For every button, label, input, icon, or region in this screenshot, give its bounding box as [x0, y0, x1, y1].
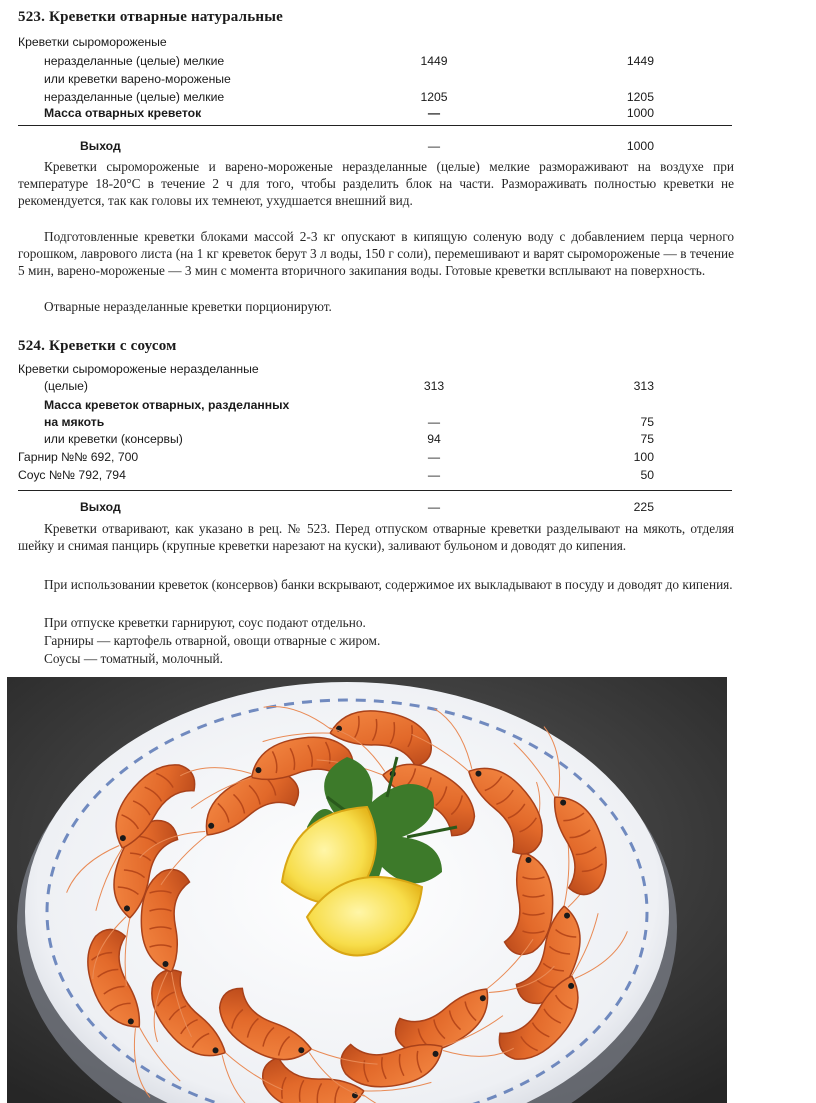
brutto-value: 1449	[420, 54, 448, 68]
ingredient-row	[0, 450, 816, 468]
table-divider	[18, 490, 732, 491]
brutto-value: —	[427, 500, 441, 514]
ingredient-name: Гарнир №№ 692, 700	[18, 450, 139, 464]
netto-value: 1000	[626, 106, 654, 120]
netto-value: 100	[633, 450, 654, 464]
yield-row	[0, 500, 816, 518]
ingredient-name: неразделанные (целые) мелкие	[44, 90, 225, 104]
brutto-value: 313	[423, 379, 445, 393]
table-divider	[18, 125, 732, 126]
ingredient-name: неразделанные (целые) мелкие	[44, 54, 225, 68]
recipe-instructions: При использовании креветок (консервов) банки вскрывают, содержимое их выкладывают в посуду и доводят до кипения.	[44, 577, 733, 592]
recipe-instructions: Соусы — томатный, молочный.	[44, 651, 223, 666]
brutto-value: —	[427, 468, 441, 482]
shrimp-dish-illustration	[7, 677, 727, 1103]
brutto-value: —	[427, 106, 441, 120]
netto-value: 1000	[626, 139, 654, 153]
ingredient-row	[0, 35, 816, 53]
ingredient-name: Масса отварных креветок	[44, 106, 202, 120]
recipe-instructions: Креветки сыромороженые и варено-мороженые неразделанные (целые) мелкие размораживают на воздухе при температуре 18-20°С в течение 2 ч для того, чтобы разделить блок на части. Размораживать полностью креветки не рекомендуется, так как головы их темнеют, ухудшается внешний вид.	[18, 159, 734, 208]
netto-value: 75	[640, 415, 654, 429]
ingredient-name: или креветки варено-мороженые	[44, 72, 231, 86]
shrimp-dish-photo	[7, 677, 727, 1103]
ingredient-row	[0, 54, 816, 72]
ingredient-row	[0, 415, 816, 433]
brutto-value: 1205	[420, 90, 448, 104]
ingredient-row	[0, 468, 816, 486]
ingredient-name: Соус №№ 792, 794	[18, 468, 126, 482]
recipe-instructions: Гарниры — картофель отварной, овощи отварные с жиром.	[44, 633, 381, 648]
netto-value: 1205	[626, 90, 654, 104]
ingredient-name: Креветки сыромороженые неразделанные	[18, 362, 259, 376]
netto-value: 225	[633, 500, 654, 514]
netto-value: 50	[640, 468, 654, 482]
ingredient-row	[0, 106, 816, 124]
yield-label: Выход	[80, 500, 121, 514]
recipe-instructions: Креветки отваривают, как указано в рец. № 523. Перед отпуском отварные креветки разделывают на мякоть, отделяя шейку и снимая панцирь (крупные креветки нарезают на куски), заливают бульоном и доводят до кипения.	[18, 521, 734, 553]
ingredient-name: Масса креветок отварных, разделанных	[44, 398, 290, 412]
ingredient-name: на мякоть	[44, 415, 105, 429]
recipe-instructions: Подготовленные креветки блоками массой 2-3 кг опускают в кипящую соленую воду с добавлением перца черного горошком, лаврового листа (на 1 кг креветок берут 3 л воды, 150 г соли), перемешивают и варят сыромороженые — в течение 5 мин, варено-мороженые — 3 мин с момента вторичного закипания воды. Готовые креветки всплывают на поверхность.	[18, 229, 734, 278]
ingredient-row	[0, 379, 816, 397]
brutto-value: —	[427, 450, 441, 464]
recipe-instructions: При отпуске креветки гарнируют, соус подают отдельно.	[44, 615, 366, 630]
netto-value: 75	[640, 432, 654, 446]
netto-value: 1449	[626, 54, 654, 68]
brutto-value: 94	[427, 432, 441, 446]
ingredient-row	[0, 72, 816, 90]
netto-value: 313	[633, 379, 654, 393]
yield-label: Выход	[80, 139, 121, 153]
brutto-value: —	[427, 415, 441, 429]
ingredient-row	[0, 362, 816, 380]
recipe-title-524: 524. Креветки с соусом	[18, 338, 177, 354]
brutto-value: —	[427, 139, 441, 153]
recipe-instructions: Отварные неразделанные креветки порционируют.	[44, 299, 332, 314]
ingredient-name: (целые)	[44, 379, 88, 393]
ingredient-name: или креветки (консервы)	[44, 432, 183, 446]
ingredient-row	[0, 398, 816, 416]
recipe-title-523: 523. Креветки отварные натуральные	[18, 9, 283, 25]
yield-row	[0, 139, 816, 157]
ingredient-row	[0, 432, 816, 450]
ingredient-name: Креветки сыромороженые	[18, 35, 167, 49]
